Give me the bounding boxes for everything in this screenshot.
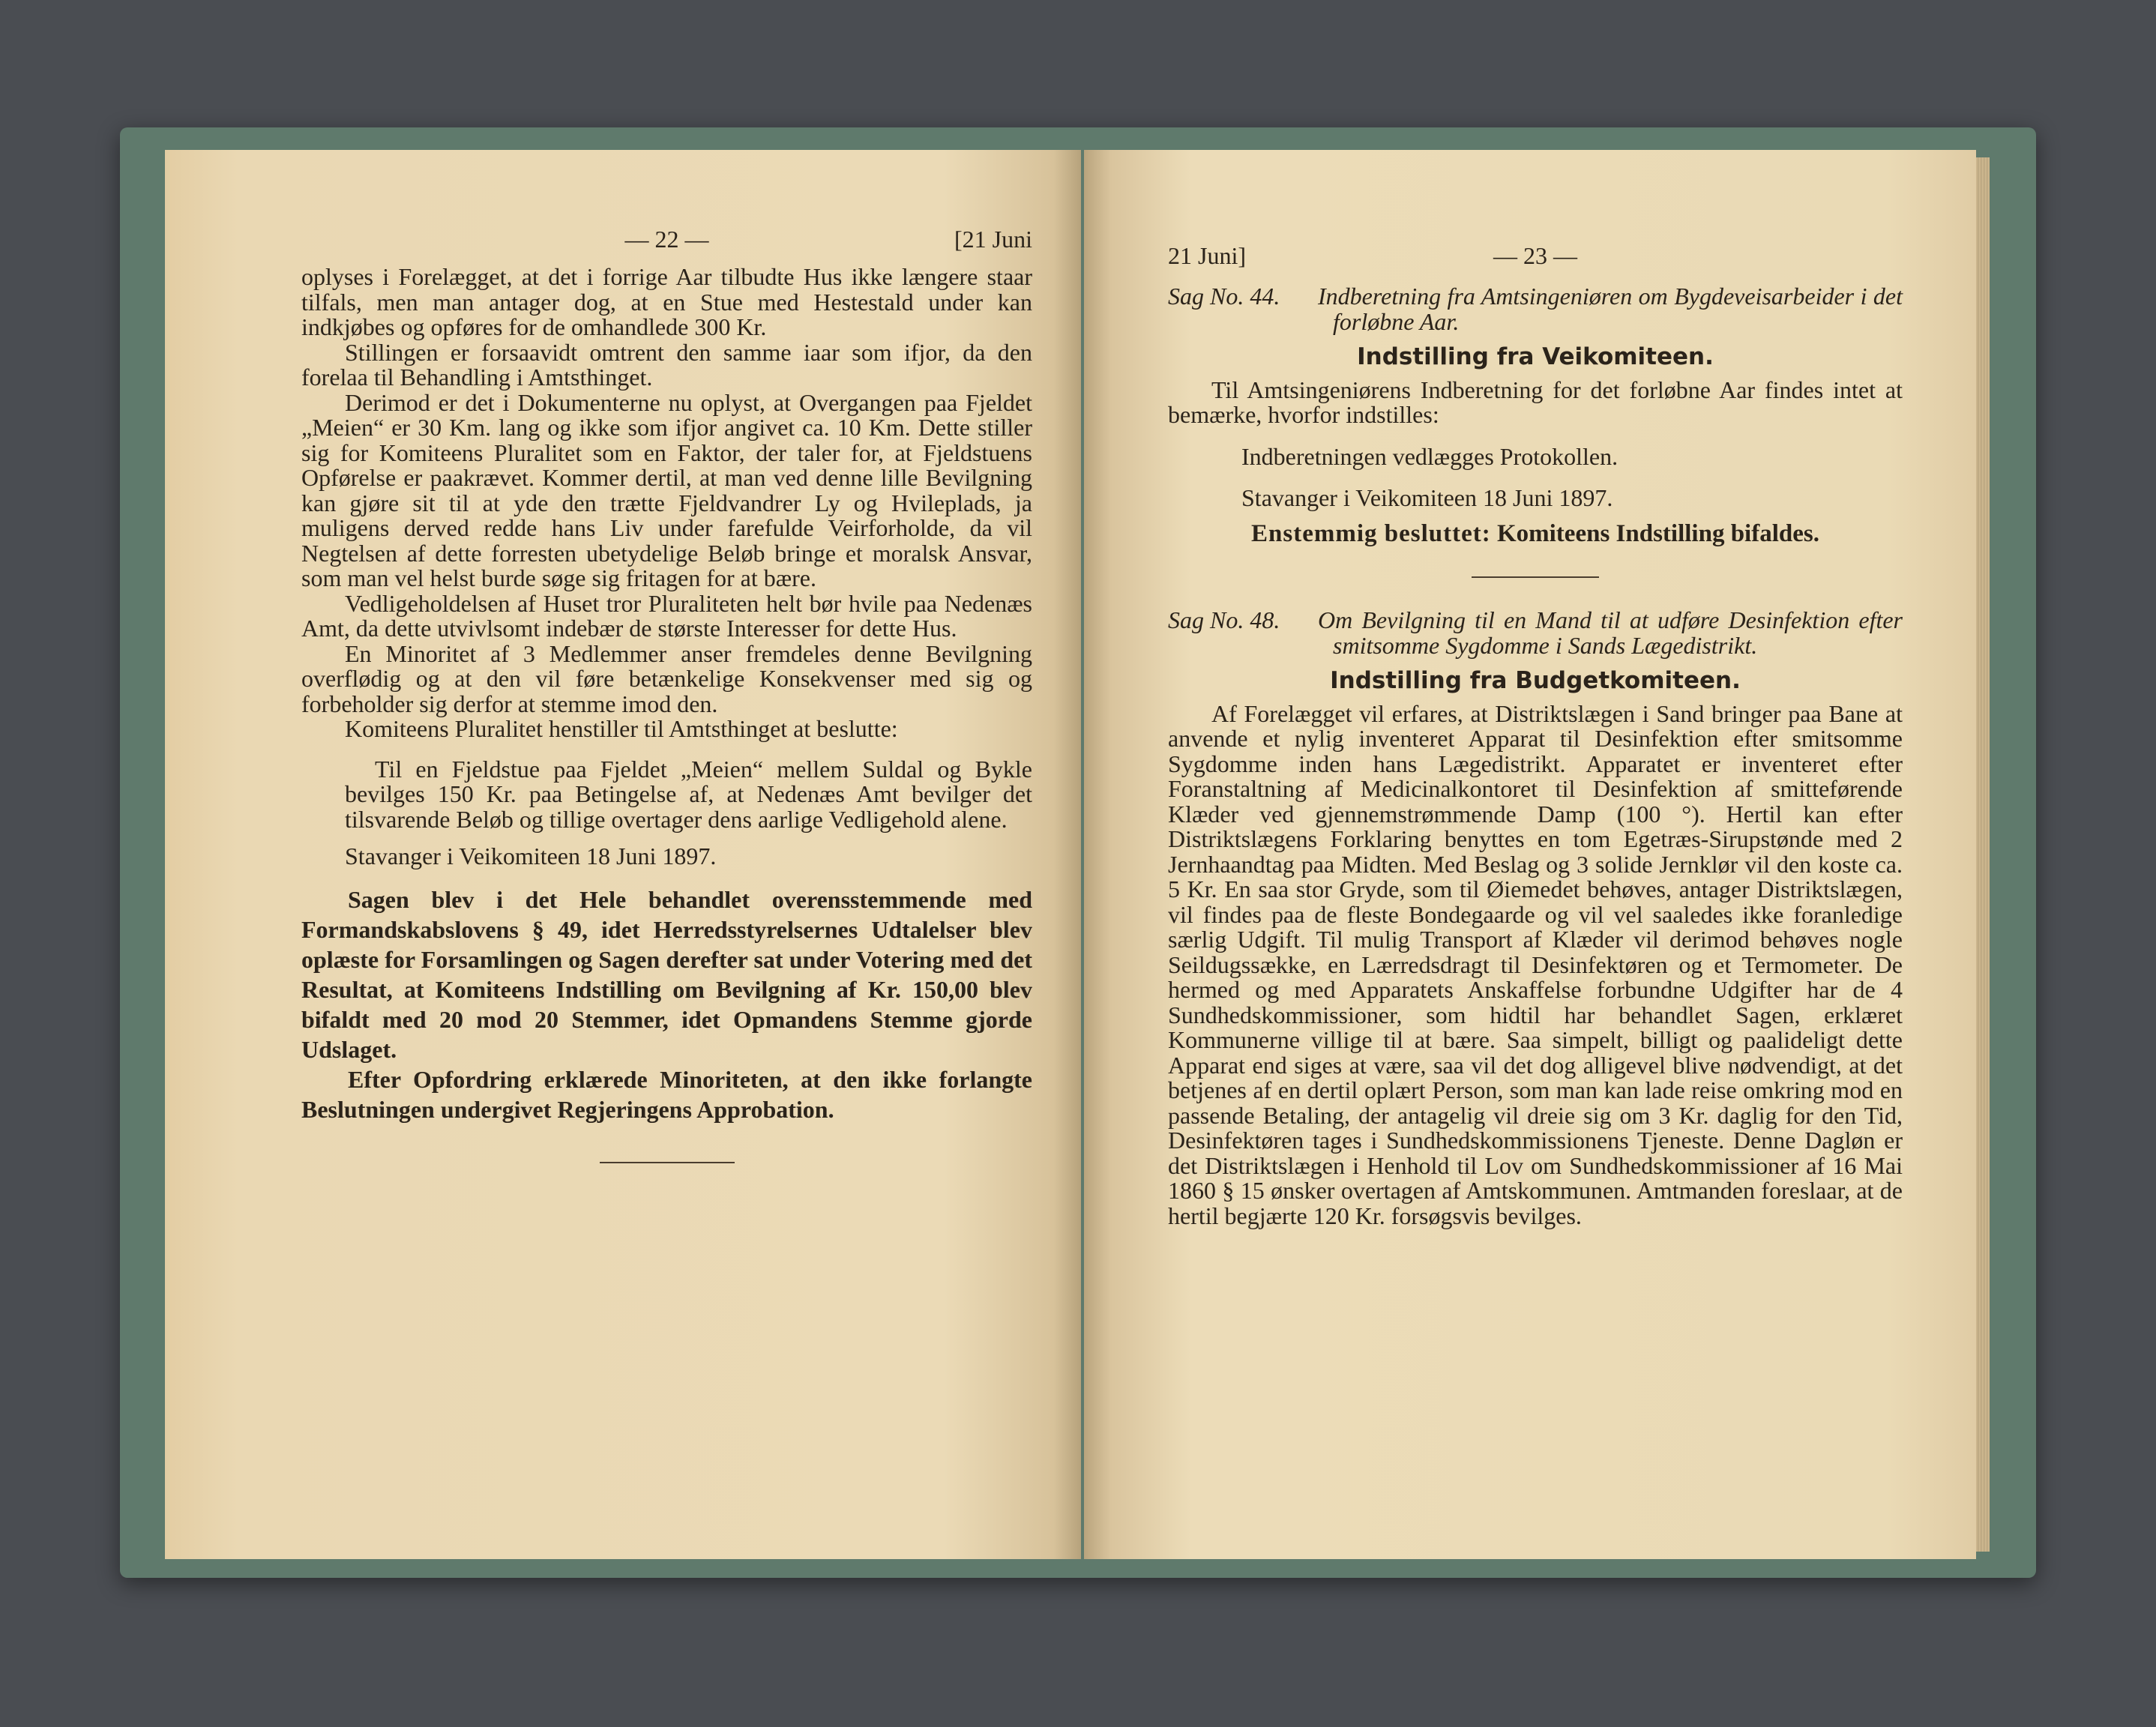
- case-48: [1168, 608, 1903, 658]
- section-divider: [600, 1162, 735, 1163]
- case-44: [1168, 284, 1903, 334]
- committee-heading: Indstilling fra Budgetkomiteen.: [1330, 667, 1741, 694]
- left-page-header: [301, 227, 1032, 265]
- case-label: Sag No. 48.: [1168, 606, 1280, 633]
- section-divider: [1472, 576, 1599, 578]
- committee-heading: Indstilling fra Veikomiteen.: [1357, 343, 1714, 370]
- right-page-content: [1168, 244, 1903, 1229]
- case-title: Indberetning fra Amtsingeniøren om Bygdeveisarbeider i det forløbne Aar.: [1318, 283, 1903, 335]
- page-edges: [1976, 157, 1990, 1552]
- paragraph: oplyses i Forelægget, at det i forrige Aar tilbudte Hus ikke længere staar tilfals, men man antager dog, at en Stue med Hestestald under kan indkjøbes og opføres for de omhandlede 300 Kr.: [301, 263, 1032, 340]
- signature: Stavanger i Veikomiteen 18 Juni 1897.: [1241, 484, 1613, 511]
- paragraph: Af Forelægget vil erfares, at Distriktslægen i Sand bringer paa Bane at anvende et nylig inventeret Apparat til Desinfektion efter smitsomme Sygdomme inden hans Lægedistrikt. Apparatet er inventeret efter Foranstaltning af Medicinalkontoret til Desinfektion af smitteførende Klæder ved gjennemstrømmende Damp (100 °). Hertil kan efter Distriktslægens Forklaring benyttes en tom Egetræs-Sirupstønde med 2 Jernhaandtag paa Midten. Med Beslag og 3 solide Jernklør vil den koste ca. 5 Kr. En saa stor Gryde, som til Øiemedet behøves, antager Distriktslægen, vil findes paa de fleste Bondegaarde og vil vel saaledes ikke foranledige særlig Udgift. Til mulig Transport af Klæder vil derimod behøves nogle Seildugssække, en Lærredsdragt til Desinfektøren og et Termometer. De hermed og med Apparatets Anskaffelse forbundne Udgifter har de 4 Sundhedskommissioner, som hidtil har behandlet Sagen, erklæret Kommunerne villige til at bære. Saa simpelt, billigt og paalideligt dette Apparat end siges at være, saa vil det dog alligevel blive nødvendigt, at det betjenes af en dertil oplært Person, som man kan lade reise omkring mod en passende Betaling, der antagelig vil dreie sig om 3 Kr. daglig for den Tid, Desinfektøren tages i Sundhedskommissionens Tjeneste. Denne Dagløn er det Distriktslægen i Henhold til Lov om Sundhedskommissioner af 16 Mai 1860 § 15 ønsker overtagen af Amtskommunen. Amtmanden foreslaar, at de hertil begjærte 120 Kr. forsøgsvis bevilges.: [1168, 699, 1903, 1229]
- signature: Stavanger i Veikomiteen 18 Juni 1897.: [345, 843, 717, 869]
- paragraph: Stillingen er forsaavidt omtrent den samme iaar som ifjor, da den forelaa til Behandling i Amtsthinget.: [301, 338, 1032, 391]
- paragraph: Vedligeholdelsen af Huset tror Pluraliteten helt bør hvile paa Nedenæs Amt, da dette utvivlsomt indebær de største Interesser for dette Hus.: [301, 589, 1032, 642]
- running-date: [21 Juni: [954, 226, 1032, 253]
- right-page: [1084, 150, 1976, 1559]
- bold-paragraph: Efter Opfordring erklærede Minoriteten, at den ikke forlangte Beslutningen undergivet Regjeringens Approbation.: [301, 1065, 1032, 1123]
- running-date: 21 Juni]: [1168, 242, 1246, 269]
- paragraph: Til Amtsingeniørens Indberetning for det forløbne Aar findes intet at bemærke, hvorfor indstilles:: [1168, 376, 1903, 428]
- left-page-content: [301, 227, 1032, 1163]
- right-page-header: [1168, 244, 1903, 281]
- paragraph: Derimod er det i Dokumenterne nu oplyst, at Overgangen paa Fjeldet „Meien“ er 30 Km. lang og ikke som ifjor angivet ca. 10 Km. Dette stiller sig for Komiteens Pluralitet som en Faktor, der taler for, at Fjeldstuens Opførelse er paakrævet. Kommer dertil, at man ved denne lille Bevilgning kan gjøre sit til at yde den trætte Fjeldvandrer Ly og Hvileplads, ja muligens derved redde hans Liv under farefulde Veirforholde, da vil Negtelsen af dette forresten ubetydelige Beløb bringe et moralsk Ansvar, som man vel helst burde søge sig fritagen for at bære.: [301, 388, 1032, 591]
- left-page: [165, 150, 1081, 1559]
- page-number: — 23 —: [1493, 242, 1577, 269]
- paragraph: En Minoritet af 3 Medlemmer anser fremdeles denne Bevilgning overflødig og at den vil føre betænkelige Konsekvenser med sig og forbeholder sig derfor at stemme imod den.: [301, 639, 1032, 717]
- bold-paragraph: Sagen blev i det Hele behandlet overensstemmende med Formandskabslovens § 49, idet Herredsstyrelsernes Udtalelser blev oplæste for Forsamlingen og Sagen derefter sat under Votering med det Resultat, at Komiteens Indstilling om Bevilgning af Kr. 150,00 blev bifaldt med 20 mod 20 Stemmer, idet Opmandens Stemme gjorde Udslaget.: [301, 885, 1032, 1063]
- decision-label: Enstemmig besluttet:: [1251, 519, 1491, 547]
- case-label: Sag No. 44.: [1168, 283, 1280, 310]
- resolution: Indberetningen vedlægges Protokollen.: [1241, 442, 1618, 470]
- page-number: — 22 —: [624, 226, 709, 253]
- case-title: Om Bevilgning til en Mand til at udføre Desinfektion efter smitsomme Sygdomme i Sands Lægedistrikt.: [1318, 606, 1903, 659]
- resolution: Til en Fjeldstue paa Fjeldet „Meien“ mellem Suldal og Bykle bevilges 150 Kr. paa Betingelse af, at Nedenæs Amt bevilger det tilsvarende Beløb og tillige overtager dens aarlige Vedligehold alene.: [345, 755, 1032, 833]
- paragraph: Komiteens Pluralitet henstiller til Amtsthinget at beslutte:: [345, 715, 898, 742]
- decision-text: Komiteens Indstilling bifaldes.: [1496, 519, 1819, 547]
- decision: [1168, 519, 1903, 547]
